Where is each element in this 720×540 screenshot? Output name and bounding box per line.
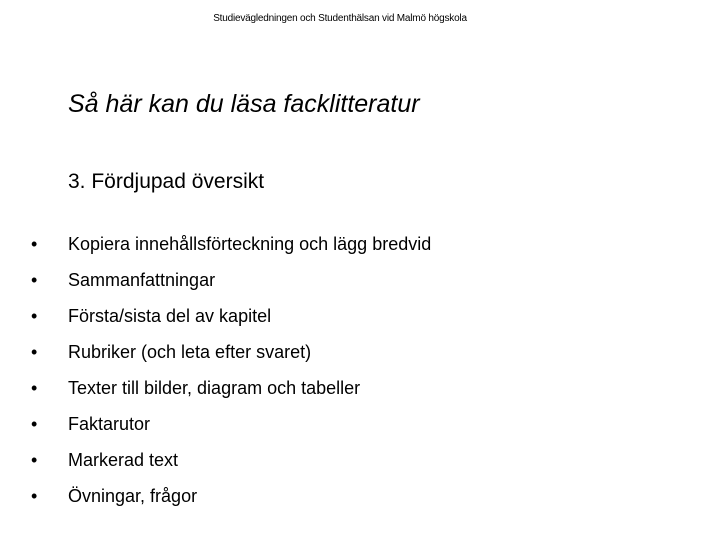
section-subtitle: 3. Fördjupad översikt: [68, 170, 265, 193]
bullet-text: Övningar, frågor: [68, 486, 198, 506]
slide-title: Så här kan du läsa facklitteratur: [68, 90, 420, 118]
bullet-text: Markerad text: [68, 450, 179, 470]
bullet-text: Sammanfattningar: [68, 270, 216, 290]
bullet-icon: •: [31, 486, 38, 506]
bullet-text: Rubriker (och leta efter svaret): [68, 342, 312, 362]
bullet-text: Första/sista del av kapitel: [68, 306, 272, 326]
bullet-icon: •: [31, 414, 38, 434]
bullet-icon: •: [31, 270, 38, 290]
bullet-icon: •: [31, 306, 38, 326]
bullet-icon: •: [31, 342, 38, 362]
page-header: Studievägledningen och Studenthälsan vid Malmö högskola: [213, 13, 467, 24]
bullet-text: Texter till bilder, diagram och tabeller: [68, 378, 361, 398]
bullet-icon: •: [31, 450, 38, 470]
bullet-icon: •: [31, 378, 38, 398]
bullet-text: Faktarutor: [68, 414, 151, 434]
bullet-icon: •: [31, 234, 38, 254]
bullet-text: Kopiera innehållsförteckning och lägg bredvid: [68, 234, 432, 254]
